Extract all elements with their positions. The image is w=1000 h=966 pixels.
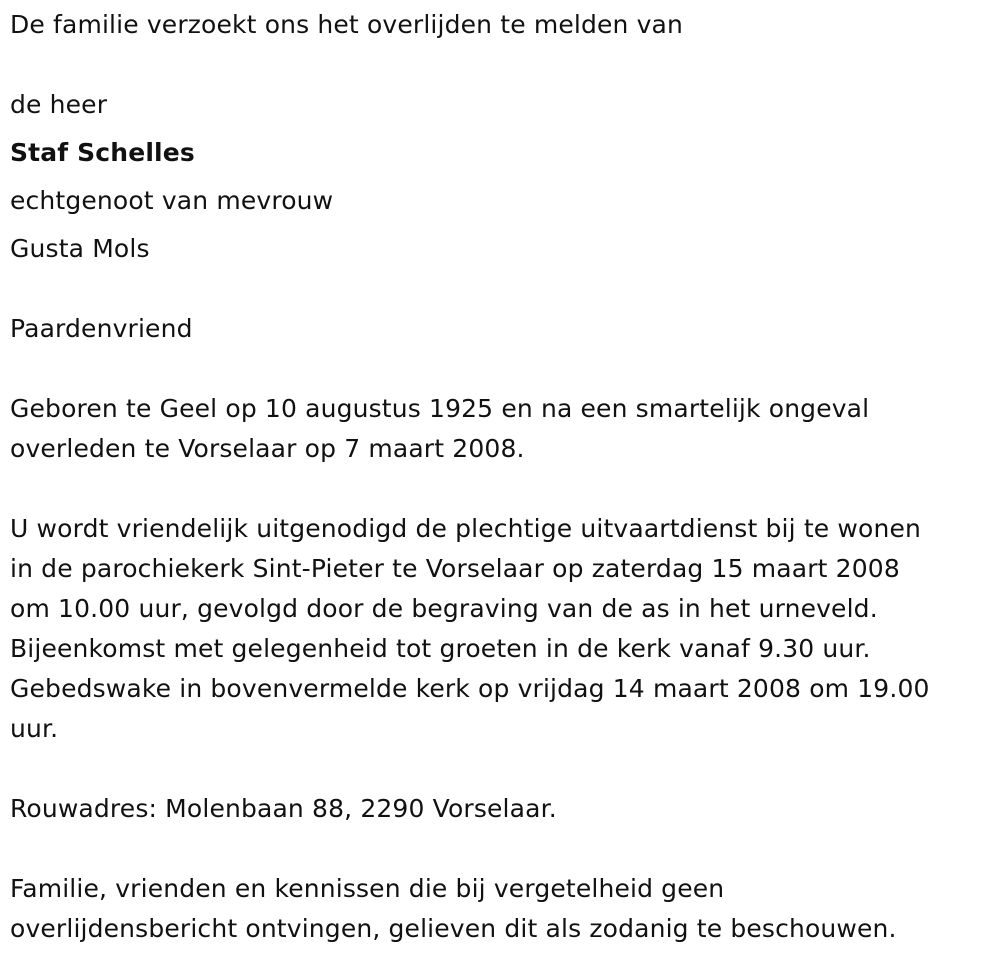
ceremony-line: uur. (10, 714, 59, 743)
title-prefix: de heer (10, 90, 108, 119)
deceased-name: Staf Schelles (10, 138, 195, 167)
ceremony-line: om 10.00 uur, gevolgd door de begraving van de as in het urneveld. (10, 594, 878, 623)
ceremony-line: Gebedswake in bovenvermelde kerk op vrijdag 14 maart 2008 om 19.00 (10, 674, 930, 703)
closing-line: Familie, vrienden en kennissen die bij vergetelheid geen (10, 874, 725, 903)
ceremony-line: Bijeenkomst met gelegenheid tot groeten in de kerk vanaf 9.30 uur. (10, 634, 871, 663)
ceremony-line: in de parochiekerk Sint-Pieter te Vorselaar op zaterdag 15 maart 2008 (10, 554, 900, 583)
birth-death-line: Geboren te Geel op 10 augustus 1925 en na een smartelijk ongeval (10, 394, 870, 423)
spouse-name: Gusta Mols (10, 234, 150, 263)
ceremony-line: U wordt vriendelijk uitgenodigd de plechtige uitvaartdienst bij te wonen (10, 514, 921, 543)
birth-death-line: overleden te Vorselaar op 7 maart 2008. (10, 434, 525, 463)
spouse-relation: echtgenoot van mevrouw (10, 186, 334, 215)
description-text: Paardenvriend (10, 314, 193, 343)
mourning-address: Rouwadres: Molenbaan 88, 2290 Vorselaar. (10, 794, 557, 823)
closing-line: overlijdensbericht ontvingen, gelieven dit als zodanig te beschouwen. (10, 914, 897, 943)
intro-text: De familie verzoekt ons het overlijden te melden van (10, 10, 684, 39)
